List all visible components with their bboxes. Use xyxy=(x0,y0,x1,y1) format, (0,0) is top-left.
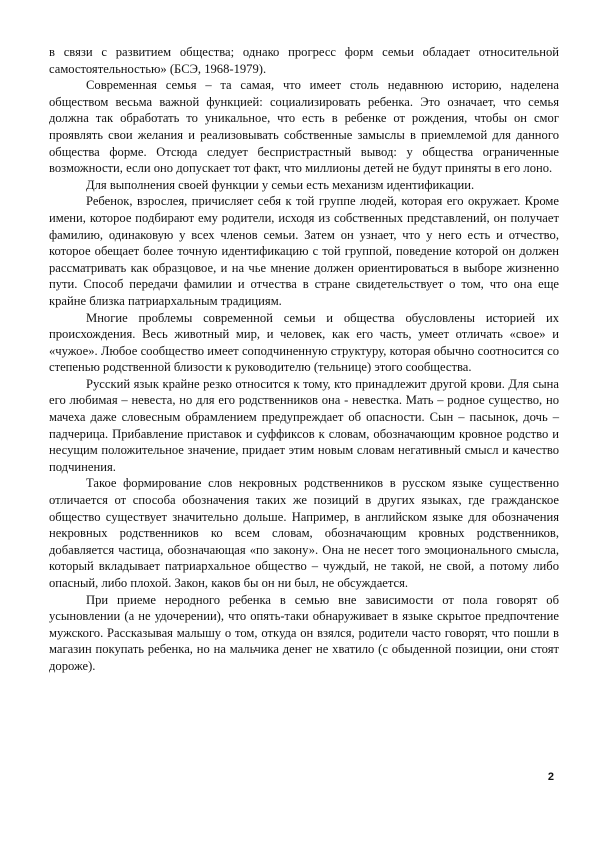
paragraph-7: Такое формирование слов некровных родственников в русском языке существенно отличается от способа обозначения таких же позиций в других языках, где гражданское общество существует значительно дольше. Например, в английском языке для обозначения некровных родственников ко всем словам, обозначающим кровных родственников, добавляется частица, обозначающая «по закону». Она не несет того эмоционального смысла, который вкладывает патриархальное общество – чуждый, не такой, не свой, а потому либо опасный, либо плохой. Закон, каков бы он ни был, не обсуждается. xyxy=(49,476,559,590)
paragraph-8: При приеме неродного ребенка в семью вне зависимости от пола говорят об усыновлении (а не удочерении), что опять-таки обнаруживает в языке скрытое предпочтение мужского. Рассказывая малышу о том, откуда он взялся, родители часто говорят, что пошли в магазин покупать ребенка, но на мальчика денег не хватило (с обыденной позиции, они стоят дороже). xyxy=(49,592,559,673)
paragraph-2: Современная семья – та самая, что имеет столь недавнюю историю, наделена обществом весьма важной функцией: социализировать ребенка. Это означает, что семья должна так обработать то уникальное, что есть в ребенке от рождения, чтобы он смог проявлять свои желания и реализовывать собственные замыслы в приемлемой для данного общества форме. Отсюда следует беспристрастный вывод: у общества ограниченные возможности, если оно допускает тот факт, что миллионы детей не будут приняты в его лоно. xyxy=(49,78,559,176)
page-number: 2 xyxy=(547,771,554,783)
paragraph-4: Ребенок, взрослея, причисляет себя к той группе людей, которая его окружает. Кроме имени, которое подбирают ему родители, исходя из собственных представлений, он получает фамилию, одинаковую у всех членов семьи. Затем он узнает, что у него есть и отчество, которое обещает более точную идентификацию с той группой, поведение которой он должен рассматривать как образцовое, и на чье мнение должен ориентироваться в выборе жизненно пути. Способ передачи фамилии и отчества в стране свидетельствует о том, что она еще крайне близка патриархальным традициям. xyxy=(49,194,559,308)
paragraph-6: Русский язык крайне резко относится к тому, кто принадлежит другой крови. Для сына его любимая – невеста, но для его родственников она - невестка. Мать – родное существо, но мачеха даже словесным обрамлением предупреждает об опасности. Сын – пасынок, дочь – падчерица. Прибавление приставок и суффиксов к словам, обозначающим кровное родство и несущим положительное значение, придает этим новым словам негативный смысл и качество подчинения. xyxy=(49,376,559,474)
paragraph-5: Многие проблемы современной семьи и общества обусловлены историей их происхождения. Весь животный мир, и человек, как его часть, умеет отличать «свое» и «чужое». Любое сообщество имеет соподчиненную структуру, которая обычно соотносится со степенью родственной близости к руководителю (тельнице) этого сообщества. xyxy=(49,310,559,375)
document-page xyxy=(49,44,559,675)
paragraph-3: Для выполнения своей функции у семьи есть механизм идентификации. xyxy=(86,177,475,192)
paragraph-1: в связи с развитием общества; однако прогресс форм семьи обладает относительной самостоятельностью» (БСЭ, 1968-1979). xyxy=(49,45,559,76)
